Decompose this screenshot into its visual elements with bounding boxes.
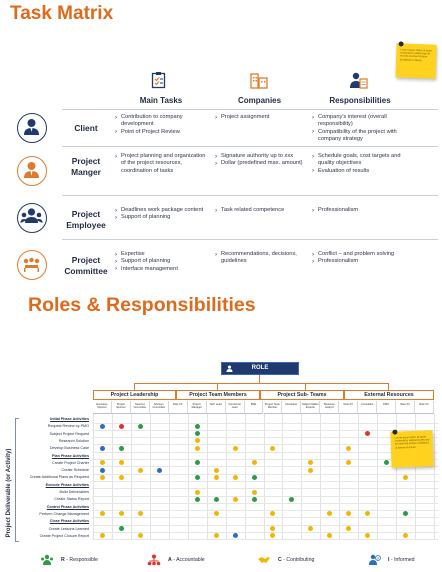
raci-marker-C [327, 533, 332, 538]
raci-marker-C [138, 511, 143, 516]
grid-line [92, 510, 438, 511]
client-icon [17, 113, 47, 143]
raci-marker-C [195, 446, 200, 451]
connector-line [388, 383, 389, 390]
committee-icon [17, 250, 47, 280]
grid-line [92, 525, 438, 526]
raci-marker-R [195, 475, 200, 480]
grid-line [92, 452, 438, 453]
phase-heading: Control Phase Activities [46, 504, 89, 509]
bullet-text: › Deadlines work package content [115, 207, 207, 214]
user-icon [226, 365, 233, 372]
activity-label: Create Project Charter [52, 460, 89, 465]
phase-heading: Initial Phase Activities [50, 417, 89, 421]
raci-marker-R [138, 424, 143, 429]
cell-companies-client [215, 114, 307, 121]
activity-label: Request Review by PMO [47, 424, 89, 429]
raci-marker-C [346, 446, 351, 451]
grid-line [93, 414, 94, 540]
role-column-header: Role XX [396, 401, 415, 414]
legend-letter: C [278, 557, 282, 563]
legend-letter: A [168, 557, 172, 563]
grid-line [92, 481, 438, 482]
raci-marker-C [252, 490, 257, 495]
raci-marker-C [233, 475, 238, 480]
person-document-icon [349, 71, 369, 90]
grid-line [320, 414, 321, 540]
roles-title: Roles & Responsibilities [28, 294, 256, 316]
raci-marker-C [195, 438, 200, 443]
raci-marker-C [119, 460, 124, 465]
grid-line [92, 517, 438, 518]
grid-line [92, 474, 438, 475]
raci-marker-I [100, 446, 105, 451]
buildings-icon [249, 71, 269, 89]
raci-marker-C [365, 533, 370, 538]
grid-line [358, 414, 359, 540]
grid-line [92, 444, 438, 445]
team-icon [40, 554, 54, 566]
column-header-companies: Companies [237, 96, 282, 105]
hierarchy-icon [147, 554, 161, 566]
row-label-project-manager: Project Manger [71, 156, 101, 177]
bullet-text: › Project assignment [215, 114, 307, 121]
grid-line [188, 414, 189, 540]
cell-companies-employee [215, 207, 307, 214]
grid-line [282, 414, 283, 540]
raci-marker-C [214, 511, 219, 516]
raci-marker-C [214, 533, 219, 538]
group-project-team-members: Project Team Members [176, 390, 260, 400]
role-column-header: Developer [282, 401, 301, 414]
bullet-text: › Contribution to company development [115, 114, 207, 129]
raci-marker-C [119, 475, 124, 480]
raci-marker-C [308, 460, 313, 465]
grid-line [207, 414, 208, 540]
raci-marker-C [233, 497, 238, 502]
bullet-text: › Point of Project Review [115, 129, 207, 136]
legend-text: Contributing [286, 557, 315, 563]
raci-marker-C [346, 511, 351, 516]
raci-marker-R [195, 460, 200, 465]
raci-marker-C [195, 490, 200, 495]
role-column-header: Tech Lead [207, 401, 226, 414]
bullet-text: › Company's interest (overall responsibility) [312, 114, 414, 129]
grid-line [92, 503, 438, 504]
task-matrix-title: Task Matrix [10, 3, 114, 24]
grid-line [245, 414, 246, 540]
role-column-header: Business Analyst [320, 401, 339, 414]
row-label-client: Client [74, 123, 98, 133]
raci-marker-R [195, 497, 200, 502]
raci-marker-R [289, 497, 294, 502]
raci-marker-C [327, 511, 332, 516]
activity-label: Create Additional Plans as Required [29, 475, 89, 480]
raci-marker-C [308, 468, 313, 473]
raci-marker-R [214, 497, 219, 502]
bullet-text: › Support of planning [115, 214, 207, 221]
raci-marker-I [233, 533, 238, 538]
connector-line [259, 375, 260, 383]
cell-companies-committee [215, 251, 307, 266]
grid-line [226, 414, 227, 540]
raci-marker-C [403, 533, 408, 538]
raci-marker-I [157, 468, 162, 473]
raci-marker-C [270, 446, 275, 451]
raci-marker-R [252, 497, 257, 502]
info-person-icon [367, 554, 381, 566]
raci-marker-R [384, 460, 389, 465]
legend-text: Accountable [176, 557, 205, 563]
activity-label: Perform Change Management [39, 511, 89, 516]
phase-heading: Close Phase Activities [49, 519, 89, 524]
raci-marker-C [100, 460, 105, 465]
bullet-text: › Task related competence [215, 207, 307, 214]
pin-icon [398, 41, 403, 46]
sticky-note-text: Lorem ipsum dolor sit amet consectetur adipiscing elit sed do eiusmod tempor incididunt ut labore [399, 48, 432, 62]
column-header-main-tasks: Main Tasks [139, 96, 183, 105]
activity-label: Subject Project Request [49, 431, 89, 436]
bullet-text: › Recommendations, decisions, guidelines [215, 251, 307, 266]
connector-line [217, 383, 218, 390]
raci-marker-C [214, 475, 219, 480]
raci-marker-R [195, 424, 200, 429]
row-label-project-employee: Project Employee [66, 209, 106, 230]
raci-marker-R [252, 475, 257, 480]
grid-line [92, 423, 438, 424]
grid-line [264, 414, 265, 540]
connector-line [305, 383, 306, 390]
raci-marker-R [119, 526, 124, 531]
role-column-header: Advisory Committee [150, 401, 169, 414]
grid-line [92, 496, 438, 497]
employee-icon [17, 203, 47, 233]
cell-tasks-manager [115, 153, 207, 175]
row-divider [62, 146, 438, 147]
grid-line [169, 414, 170, 540]
grid-line [92, 539, 438, 540]
legend-text: Responsible [69, 557, 98, 563]
raci-marker-C [100, 533, 105, 538]
raci-marker-C [100, 475, 105, 480]
role-column-header: Steering Committee [131, 401, 150, 414]
grid-line [92, 466, 438, 467]
raci-marker-C [308, 526, 313, 531]
clipboard-icon [151, 71, 167, 89]
activity-label: Create Lessons Learned [48, 526, 89, 531]
row-label-project-committee: Project Committee [64, 255, 108, 276]
role-label: ROLE [251, 365, 269, 371]
cell-responsibilities-committee [312, 251, 414, 266]
connector-line [134, 383, 135, 390]
manager-icon [17, 156, 47, 186]
role-column-header: Consultant [358, 401, 377, 414]
raci-marker-R [195, 431, 200, 436]
grid-line [131, 414, 132, 540]
raci-marker-C [100, 511, 105, 516]
grid-line [92, 437, 438, 438]
bullet-text: › Conflict – and problem solving [312, 251, 414, 258]
legend-letter: I [388, 557, 390, 563]
activity-label: Develop Business Case [49, 446, 89, 451]
raci-marker-C [403, 475, 408, 480]
role-box [221, 362, 299, 375]
grid-line [377, 414, 378, 540]
cell-tasks-client [115, 114, 207, 136]
bullet-text: › Compatibility of the project with company strategy [312, 129, 414, 144]
grid-line [92, 430, 438, 431]
raci-marker-R [119, 446, 124, 451]
activity-label: Build Deliverables [59, 490, 89, 494]
activity-label: Create Status Report [54, 497, 89, 502]
handshake-icon [257, 554, 271, 566]
raci-marker-I [100, 468, 105, 473]
raci-marker-C [270, 533, 275, 538]
group-project-leadership: Project Leadership [93, 390, 176, 400]
phase-heading: Plan Phase Activities [52, 453, 89, 458]
sticky-note [390, 430, 433, 467]
role-column-header: BSE [245, 401, 264, 414]
column-header-responsibilities: Responsibilities [329, 96, 391, 105]
role-column-header: Functional Lead [226, 401, 245, 414]
raci-marker-C [119, 511, 124, 516]
raci-marker-A [365, 431, 370, 436]
grid-line [339, 414, 340, 540]
bullet-text: › Dollar (predefined max. amount) [215, 160, 307, 167]
raci-marker-C [365, 511, 370, 516]
cell-tasks-employee [115, 207, 207, 222]
raci-marker-R [403, 511, 408, 516]
cell-tasks-committee [115, 251, 207, 273]
cell-responsibilities-manager [312, 153, 414, 175]
raci-marker-I [100, 424, 105, 429]
raci-marker-C [346, 526, 351, 531]
role-column-header: Project Team Member [264, 401, 283, 414]
cell-responsibilities-client [312, 114, 414, 143]
bullet-text: › Professionalism [312, 207, 414, 214]
bullet-text: › Professionalism [312, 258, 414, 265]
activity-label: Create Schedule [61, 468, 89, 473]
sticky-note-text: Lorem ipsum dolor sit amet consectetur adipiscing elit sed do eiusmod tempor incididunt ut labore et dolore [394, 435, 430, 450]
row-divider [62, 239, 438, 240]
bullet-text: › Interface management [115, 266, 207, 273]
grid-line [150, 414, 151, 540]
connector-line [134, 383, 389, 384]
role-column-header: PMO [377, 401, 396, 414]
bullet-text: › Signature authority up to xxx [215, 153, 307, 160]
row-divider [62, 109, 438, 110]
raci-marker-C [214, 468, 219, 473]
raci-marker-C [138, 468, 143, 473]
legend-letter: R [61, 557, 65, 563]
sticky-note [395, 43, 436, 78]
grid-line [112, 414, 113, 540]
raci-marker-C [346, 460, 351, 465]
grid-line [301, 414, 302, 540]
bullet-text: › Evaluation of results [312, 168, 414, 175]
raci-marker-C [138, 533, 143, 538]
row-divider [62, 195, 438, 196]
role-column-header: Role XX [169, 401, 188, 414]
role-column-header: Role XX [415, 401, 434, 414]
grid-line [92, 532, 438, 533]
raci-marker-C [270, 526, 275, 531]
bullet-text: › Schedule goals, cost targets and quality objectives [312, 153, 414, 168]
axis-label: Project Deliverable (or Activity) [6, 448, 12, 538]
role-column-header: Project Sponsor [112, 401, 131, 414]
pin-icon [392, 430, 397, 435]
bullet-text: › Support of planning [115, 258, 207, 265]
group-project-sub-teams: Project Sub- Teams [260, 390, 344, 400]
legend-text: Informed [394, 557, 415, 563]
cell-responsibilities-employee [312, 207, 414, 214]
group-external-resources: External Resources [344, 390, 434, 400]
bullet-text: › Expertise [115, 251, 207, 258]
role-column-header: Project Manager [188, 401, 207, 414]
raci-marker-C [233, 446, 238, 451]
cell-companies-manager [215, 153, 307, 168]
raci-marker-C [252, 460, 257, 465]
bullet-text: › Project planning and organization of the project resources, coordination of tasks [115, 153, 207, 175]
role-column-header: Subject Matter Experts [301, 401, 320, 414]
axis-bracket [15, 418, 19, 542]
activity-label: Create Project Closure Report [39, 533, 89, 538]
grid-line [92, 488, 438, 489]
role-column-header: Role XX [339, 401, 358, 414]
role-column-header: Executive Sponsor [93, 401, 112, 414]
phase-heading: Execute Phase Activities [45, 482, 89, 487]
grid-line [434, 414, 435, 540]
raci-marker-A [119, 424, 124, 429]
raci-marker-C [270, 511, 275, 516]
activity-label: Research Solution [58, 438, 89, 443]
